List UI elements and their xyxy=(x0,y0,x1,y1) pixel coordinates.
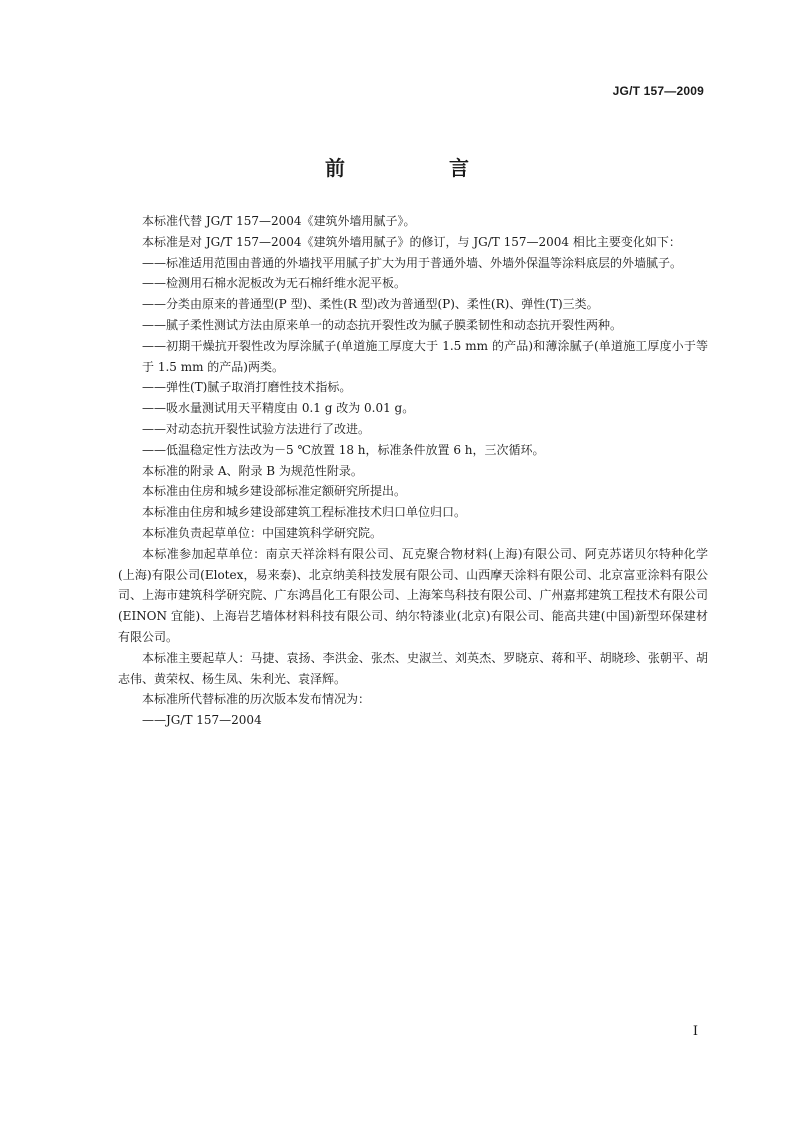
dash-list-item: ——弹性(T)腻子取消打磨性技术指标。 xyxy=(142,380,352,395)
document-body xyxy=(118,211,708,731)
paragraph: 本标准由住房和城乡建设部标准定额研究所提出。 xyxy=(142,484,407,499)
dash-list-item: ——对动态抗开裂性试验方法进行了改进。 xyxy=(142,421,371,436)
paragraph: 本标准负责起草单位：中国建筑科学研究院。 xyxy=(142,525,383,540)
paragraph: 本标准是对 JG/T 157—2004《建筑外墙用腻子》的修订，与 JG/T 157—2004 相比主要变化如下： xyxy=(142,234,681,249)
dash-list-item: ——JG/T 157—2004 xyxy=(142,713,262,728)
paragraph: 本标准参加起草单位：南京天祥涂料有限公司、瓦克聚合物材料(上海)有限公司、阿克苏诺贝尔特种化学(上海)有限公司(Elotex，易来泰)、北京纳美科技发展有限公司、山西摩天涂料有限公司、北京富亚涂料有限公司、上海市建筑科学研究院、广东鸿昌化工有限公司、上海笨鸟科技有限公司、广州嘉邦建筑工程技术有限公司(EINON 宜能)、上海岩艺墙体材料科技有限公司、纳尔特漆业(北京)有限公司、能高共建(中国)新型环保建材有限公司。 xyxy=(118,546,708,644)
paragraph: 本标准代替 JG/T 157—2004《建筑外墙用腻子》。 xyxy=(142,214,416,228)
paragraph: 本标准由住房和城乡建设部建筑工程标准技术归口单位归口。 xyxy=(142,505,467,520)
dash-list-item: ——分类由原来的普通型(P 型)、柔性(R 型)改为普通型(P)、柔性(R)、弹性(T)三类。 xyxy=(142,297,599,312)
standard-code-header: JG/T 157—2009 xyxy=(612,84,704,98)
dash-list-item: ——腻子柔性测试方法由原来单一的动态抗开裂性改为腻子膜柔韧性和动态抗开裂性两种。 xyxy=(142,317,623,332)
page-title: 前 言 xyxy=(325,156,511,180)
page-number: I xyxy=(692,1024,698,1039)
dash-list-item: ——吸水量测试用天平精度由 0.1 g 改为 0.01 g。 xyxy=(142,401,415,416)
paragraph: 本标准主要起草人：马捷、袁扬、李洪金、张杰、史淑兰、刘英杰、罗晓京、蒋和平、胡晓珍、张朝平、胡志伟、黄荣权、杨生凤、朱利光、袁泽辉。 xyxy=(118,650,708,686)
paragraph: 本标准所代替标准的历次版本发布情况为： xyxy=(142,692,371,707)
dash-list-item: ——标准适用范围由普通的外墙找平用腻子扩大为用于普通外墙、外墙外保温等涂料底层的外墙腻子。 xyxy=(142,255,683,270)
dash-list-item: ——低温稳定性方法改为－5 ℃放置 18 h，标准条件放置 6 h，三次循环。 xyxy=(142,442,545,457)
dash-list-item: ——检测用石棉水泥板改为无石棉纤维水泥平板。 xyxy=(142,276,407,291)
dash-list-item: ——初期干燥抗开裂性改为厚涂腻子(单道施工厚度大于 1.5 mm 的产品)和薄涂腻子(单道施工厚度小于等于 1.5 mm 的产品)两类。 xyxy=(142,338,708,374)
paragraph: 本标准的附录 A、附录 B 为规范性附录。 xyxy=(142,463,363,478)
